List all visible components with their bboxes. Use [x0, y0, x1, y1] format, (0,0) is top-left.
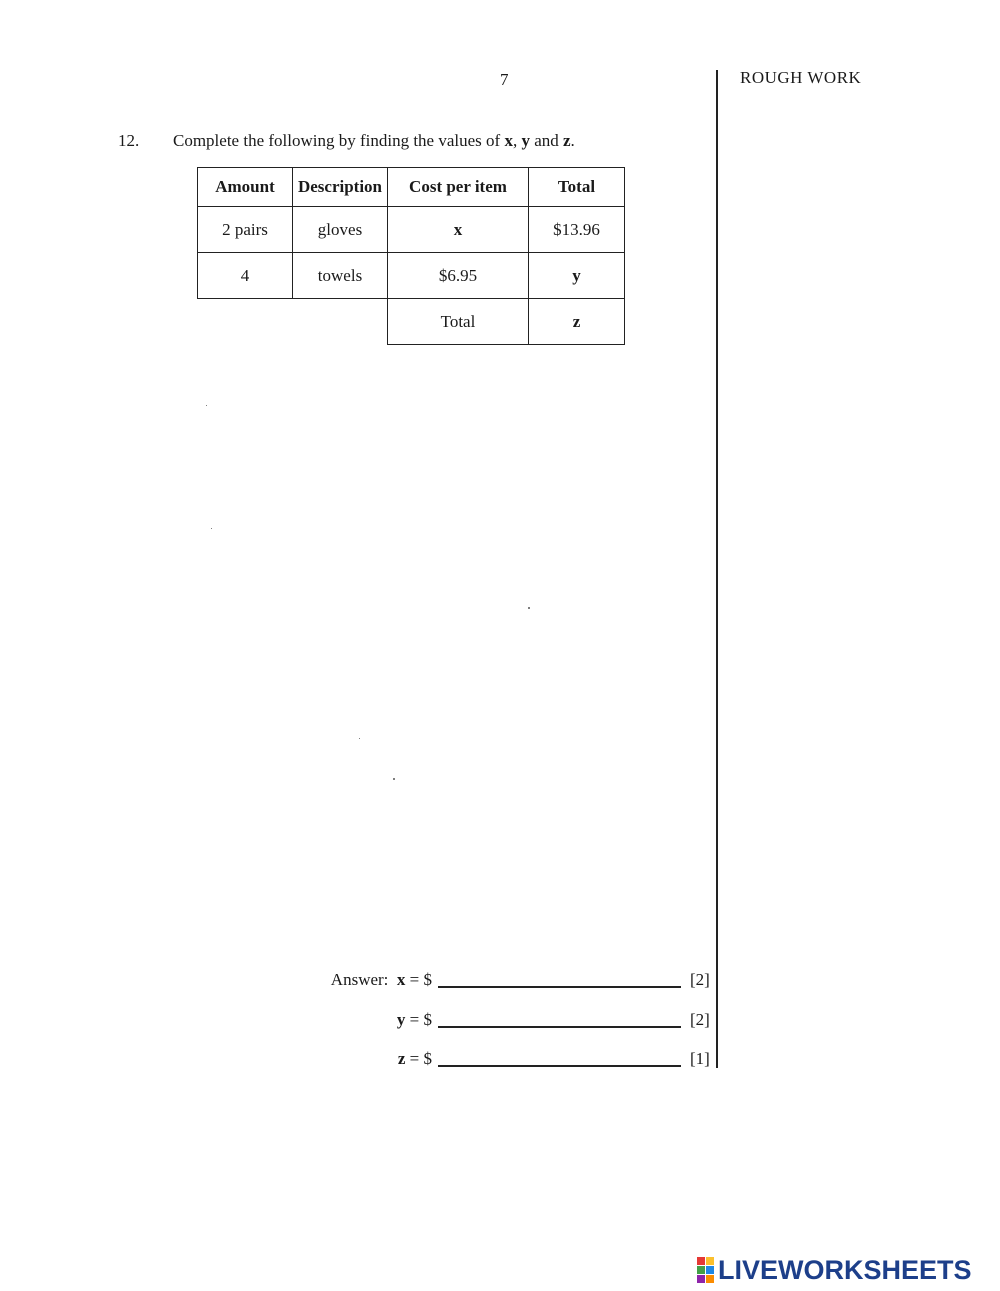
cost-table — [197, 167, 625, 345]
cell-amount: 4 — [198, 253, 293, 299]
question-text: Complete the following by finding the values of x, y and z. — [173, 131, 575, 150]
answer-eq: = $ — [405, 970, 432, 989]
cell-description: gloves — [293, 207, 388, 253]
logo-text: LIVEWORKSHEETS — [718, 1254, 972, 1285]
answer-row-x — [0, 970, 716, 994]
question-number: 12. — [118, 131, 140, 150]
cell-description: towels — [293, 253, 388, 299]
speck — [393, 778, 395, 780]
answer-var: y — [396, 1010, 406, 1029]
table-row — [198, 253, 625, 299]
marks-z: [1] — [690, 1049, 710, 1068]
header-cost-per-item: Cost per item — [388, 168, 529, 207]
speck — [528, 607, 530, 609]
total-z: z — [529, 299, 625, 345]
answer-row-y — [0, 1010, 716, 1034]
header-total: Total — [529, 168, 625, 207]
answer-eq: = $ — [405, 1010, 432, 1029]
page-number: 7 — [500, 70, 509, 89]
cell-cost: $6.95 — [388, 253, 529, 299]
answer-var: x — [396, 970, 406, 989]
speck — [206, 405, 207, 406]
answer-eq: = $ — [405, 1049, 432, 1068]
table-total-row — [198, 299, 625, 345]
cell-amount: 2 pairs — [198, 207, 293, 253]
answer-y-line[interactable] — [438, 1026, 681, 1028]
header-description: Description — [293, 168, 388, 207]
marks-x: [2] — [690, 970, 710, 989]
speck — [211, 528, 212, 529]
table-row — [198, 207, 625, 253]
cell-total-y: y — [529, 253, 625, 299]
rough-work-heading: ROUGH WORK — [740, 68, 862, 87]
marks-y: [2] — [690, 1010, 710, 1029]
liveworksheets-logo — [697, 1255, 972, 1285]
answer-z-line[interactable] — [438, 1065, 681, 1067]
header-amount: Amount — [198, 168, 293, 207]
cell-cost-x: x — [388, 207, 529, 253]
answer-x-line[interactable] — [438, 986, 681, 988]
answer-var: z — [397, 1049, 406, 1068]
table-header-row — [198, 168, 625, 207]
liveworksheets-logo-icon — [697, 1257, 714, 1283]
cell-total: $13.96 — [529, 207, 625, 253]
speck — [359, 738, 360, 739]
margin-divider — [716, 70, 718, 1068]
total-label: Total — [388, 299, 529, 345]
answer-prefix: Answer: — [330, 970, 389, 989]
answer-row-z — [0, 1049, 716, 1073]
